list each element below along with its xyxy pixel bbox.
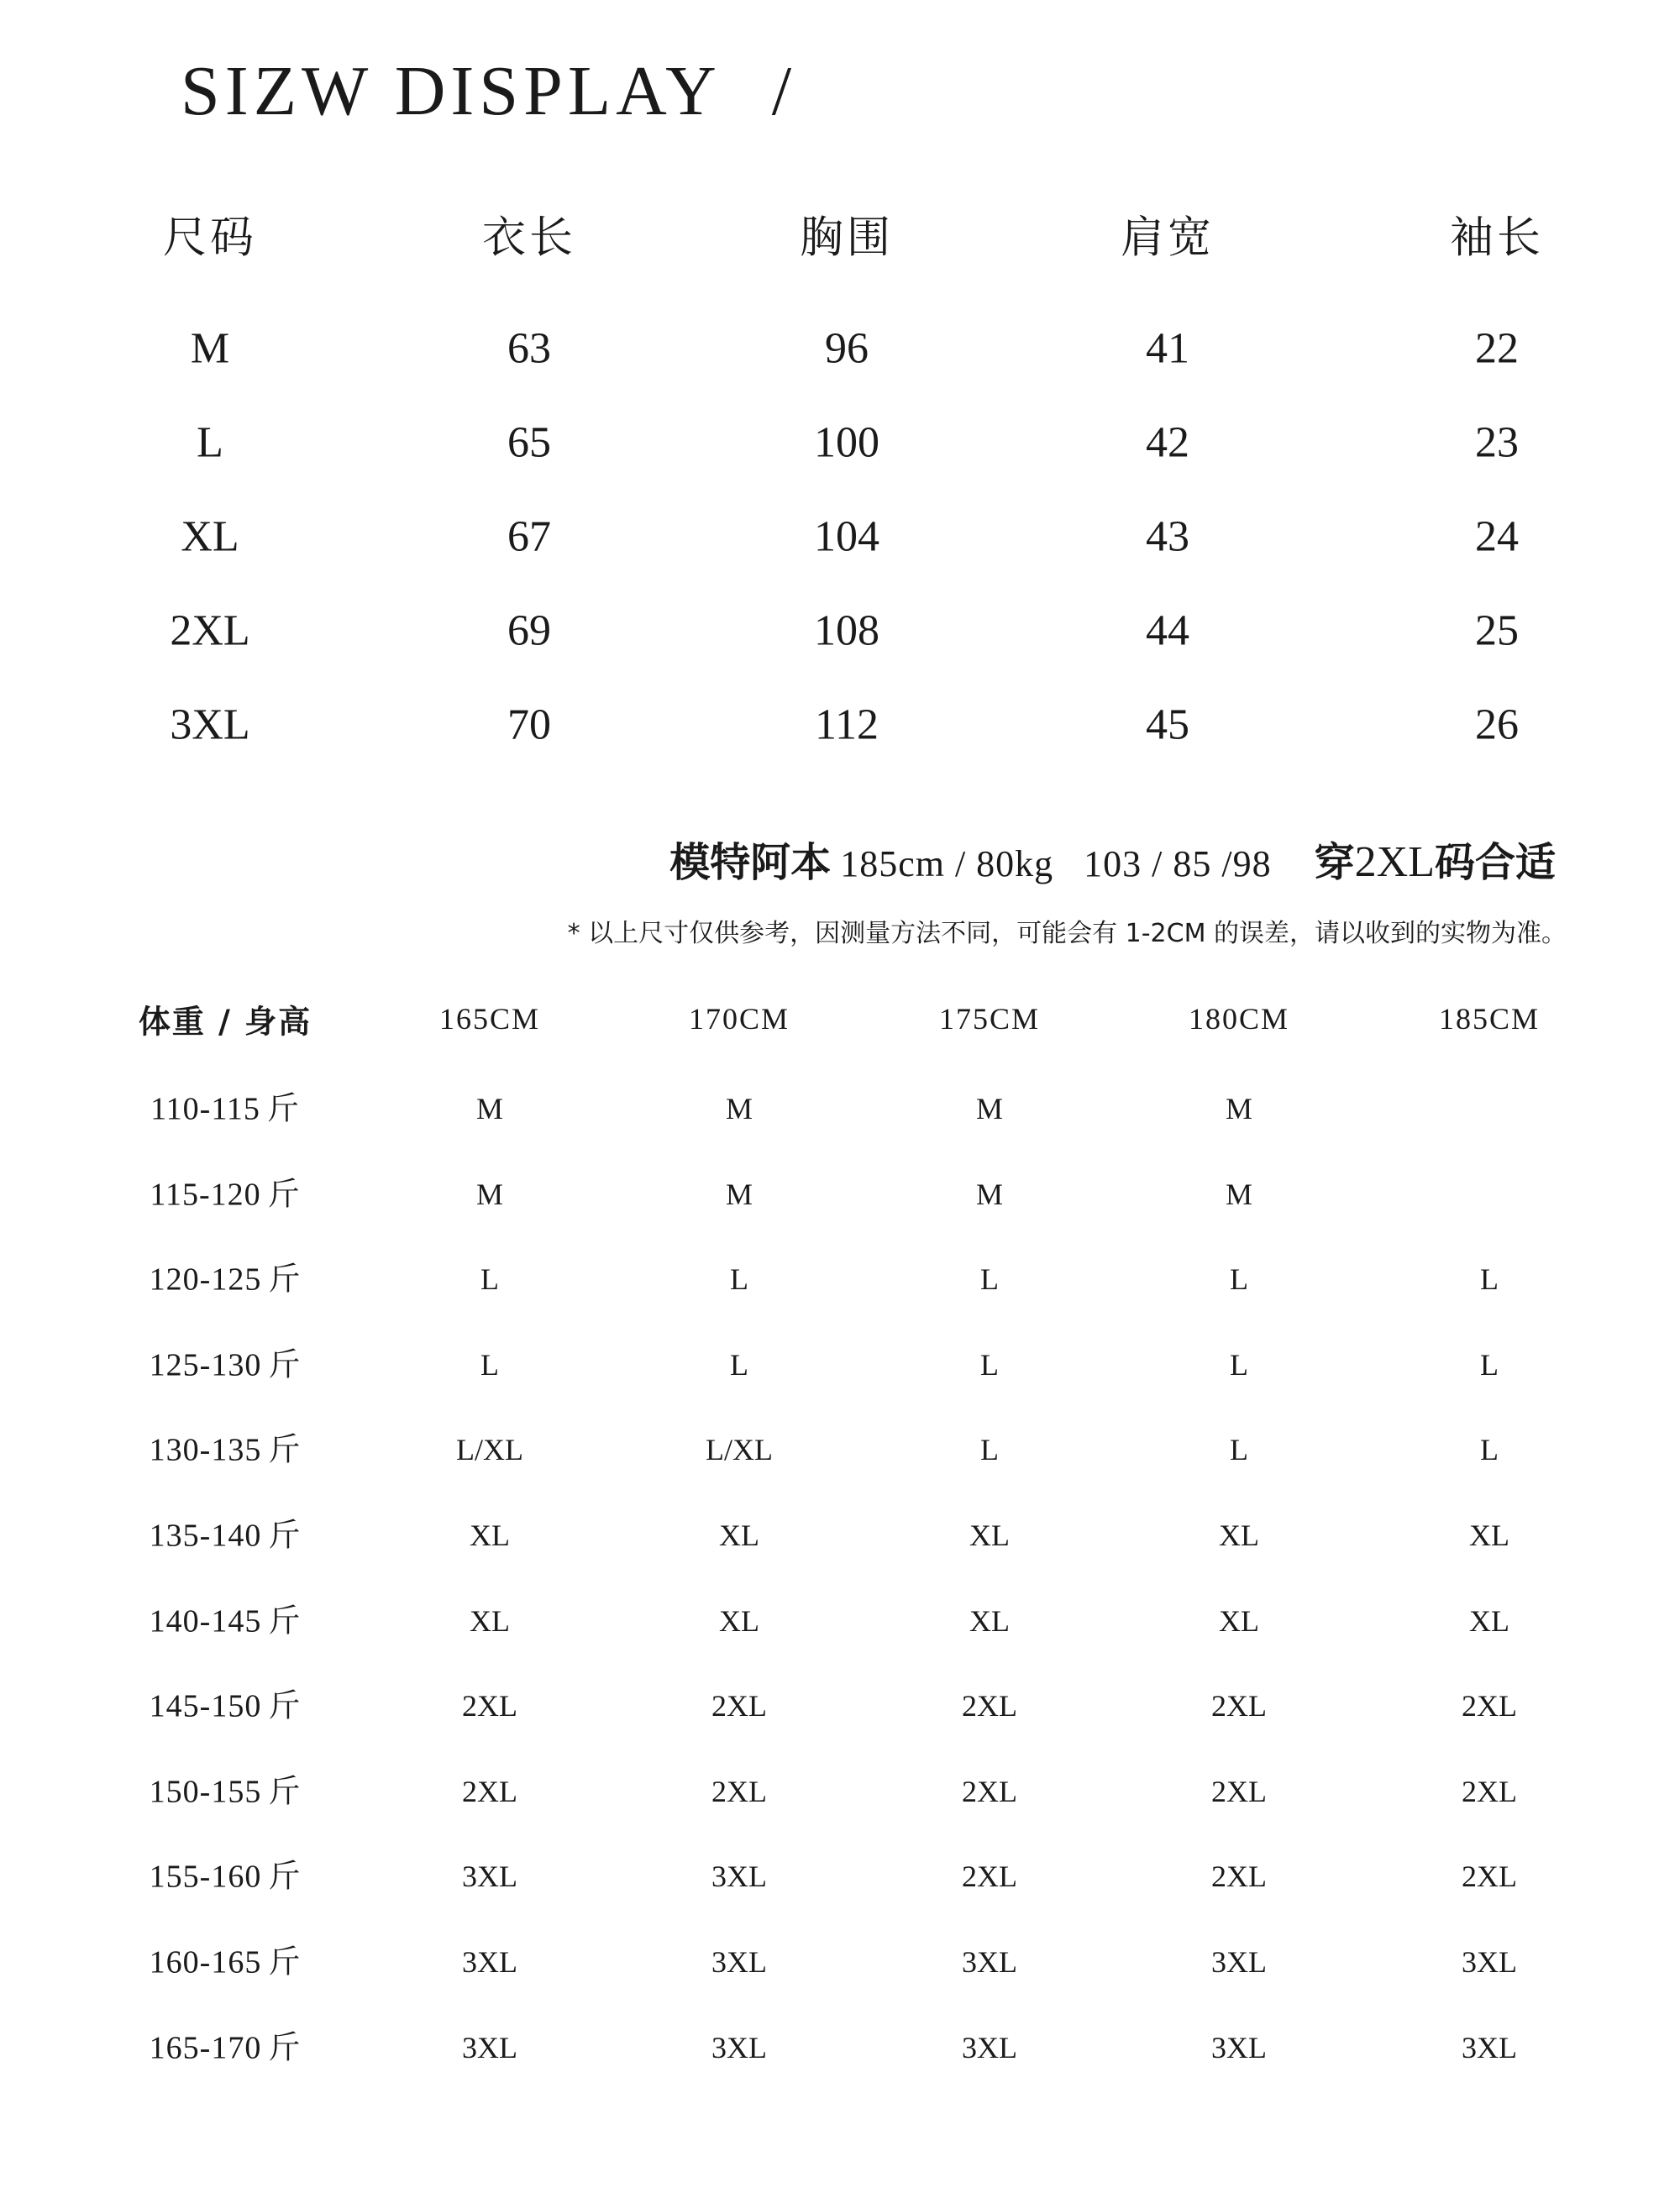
recommended-size: M (1225, 1177, 1253, 1211)
measurement-value: 100 (814, 418, 879, 467)
size-label: L (197, 418, 223, 467)
recommended-size: L/XL (456, 1433, 523, 1467)
recommended-size: XL (1469, 1519, 1509, 1552)
weight-range-label (150, 1594, 302, 1640)
recommended-size: 2XL (462, 1689, 517, 1723)
recommended-size: 2XL (462, 1774, 517, 1808)
recommended-size: L (1480, 1262, 1499, 1297)
weight-unit: 斤 (268, 1516, 302, 1554)
model-fit-suffix: 码合适 (1434, 839, 1556, 886)
recommended-size: 2XL (711, 1774, 767, 1808)
recommended-size: 2XL (1462, 1774, 1517, 1808)
weight-range: 150-155 (149, 1774, 262, 1810)
measurement-value: 43 (1146, 512, 1189, 561)
recommended-size: 3XL (711, 1945, 767, 1979)
measurement-value: 65 (507, 418, 551, 467)
recommended-size: M (725, 1177, 753, 1211)
recommended-size: L (980, 1347, 999, 1382)
measurement-value: 104 (814, 512, 879, 561)
weight-unit: 斤 (268, 1430, 302, 1468)
measurement-value: 70 (507, 700, 551, 749)
disclaimer-note: * 以上尺寸仅供参考，因测量方法不同，可能会有 1-2CM 的误差，请以收到的实物为准。 (567, 919, 1567, 948)
weight-range-label (150, 1936, 302, 1982)
measurement-value: 63 (507, 324, 551, 373)
recommended-size: 3XL (962, 2030, 1017, 2064)
weight-range: 160-165 (149, 1944, 262, 1980)
recommended-size: XL (969, 1519, 1010, 1552)
weight-range: 145-150 (149, 1688, 262, 1724)
weight-range: 115-120 (150, 1177, 261, 1213)
recommended-size: 3XL (462, 1860, 517, 1894)
measurement-value: 45 (1146, 700, 1189, 749)
measurement-value: 23 (1475, 418, 1519, 467)
size-label: 2XL (170, 606, 250, 655)
recommended-size: L/XL (706, 1433, 773, 1467)
model-name: 模特阿本 (669, 839, 832, 886)
weight-range: 155-160 (149, 1859, 262, 1895)
recommended-size: M (975, 1177, 1004, 1211)
size-label: 3XL (170, 700, 250, 749)
recommended-size: L (1230, 1433, 1248, 1467)
weight-range: 140-145 (149, 1603, 262, 1639)
weight-range: 120-125 (149, 1262, 262, 1298)
model-fit-size: 2XL (1354, 838, 1435, 886)
recommended-size: M (975, 1092, 1004, 1125)
recommended-size: 3XL (462, 1945, 517, 1979)
weight-range-label (150, 1424, 302, 1470)
height-header: 185CM (1438, 1002, 1541, 1036)
measurement-value: 108 (814, 606, 879, 655)
model-fit-prefix: 穿 (1314, 839, 1355, 886)
recommended-size: L (1480, 1347, 1499, 1382)
weight-range-label (150, 1167, 300, 1214)
measurement-value: 112 (814, 700, 879, 749)
recommended-size: 3XL (711, 2030, 767, 2064)
measurement-value: 44 (1146, 606, 1189, 655)
weight-unit: 斤 (268, 1687, 302, 1724)
recommended-size: L (1230, 1262, 1248, 1297)
weight-unit: 斤 (268, 1772, 302, 1810)
height-header: 165CM (438, 1002, 541, 1036)
measurement-value: 25 (1475, 606, 1519, 655)
weight-unit: 斤 (268, 1943, 302, 1980)
weight-range-label (150, 1850, 302, 1896)
recommended-size: 2XL (1462, 1860, 1517, 1894)
recommended-size: 2XL (962, 1774, 1017, 1808)
recommended-size: 3XL (1211, 2030, 1267, 2064)
measurement-value: 96 (825, 324, 869, 373)
weight-unit: 斤 (266, 1089, 300, 1127)
model-note (669, 830, 1556, 888)
weight-unit: 斤 (268, 2028, 302, 2066)
weight-range-label (150, 2021, 302, 2067)
column-header: 胸围 (799, 212, 895, 264)
corner-label: 体重 / 身高 (138, 1003, 312, 1041)
recommended-size: M (1225, 1092, 1253, 1125)
recommended-size: 2XL (962, 1860, 1017, 1894)
height-header: 180CM (1188, 1002, 1290, 1036)
recommended-size: XL (470, 1603, 510, 1638)
recommended-size: L (1480, 1433, 1499, 1467)
recommended-size: 2XL (711, 1689, 767, 1723)
recommended-size: XL (470, 1519, 510, 1552)
column-header: 衣长 (481, 212, 577, 264)
measurement-value: 41 (1146, 324, 1189, 373)
recommended-size: 3XL (1462, 1945, 1517, 1979)
size-label: M (190, 324, 230, 373)
height-header: 170CM (688, 1002, 790, 1036)
recommended-size: XL (719, 1603, 759, 1638)
column-header: 袖长 (1449, 212, 1545, 264)
recommended-size: M (725, 1092, 753, 1125)
recommended-size: XL (1219, 1519, 1259, 1552)
weight-range: 125-130 (149, 1347, 262, 1383)
weight-unit: 斤 (268, 1857, 302, 1895)
weight-range-label (150, 1083, 300, 1129)
recommended-size: 2XL (1211, 1774, 1267, 1808)
weight-range-label (150, 1253, 302, 1299)
model-stats: 185cm / 80kg 103 / 85 /98 (840, 843, 1272, 884)
recommended-size: L (980, 1433, 999, 1467)
recommended-size: XL (1219, 1603, 1259, 1638)
weight-range: 135-140 (149, 1518, 262, 1554)
weight-unit: 斤 (268, 1260, 302, 1298)
recommended-size: 2XL (962, 1689, 1017, 1723)
recommended-size: L (480, 1262, 499, 1297)
recommended-size: M (475, 1177, 504, 1211)
weight-unit: 斤 (267, 1175, 301, 1213)
recommended-size: XL (969, 1603, 1010, 1638)
column-header: 肩宽 (1120, 212, 1215, 264)
recommended-size: 3XL (711, 1860, 767, 1894)
recommended-size: XL (1469, 1603, 1509, 1638)
measurement-value: 26 (1475, 700, 1519, 749)
page-title (181, 50, 796, 132)
measurement-value: 69 (507, 606, 551, 655)
recommended-size: 3XL (1462, 2030, 1517, 2064)
weight-range-label (150, 1338, 302, 1384)
weight-unit: 斤 (268, 1602, 302, 1639)
measurement-value: 67 (507, 512, 551, 561)
recommended-size: 2XL (1211, 1860, 1267, 1894)
weight-range: 130-135 (149, 1432, 262, 1468)
recommended-size: L (730, 1262, 748, 1297)
size-label: XL (181, 512, 239, 561)
recommended-size: L (980, 1262, 999, 1297)
weight-unit: 斤 (268, 1346, 302, 1383)
measurement-value: 42 (1146, 418, 1189, 467)
weight-range-label (150, 1680, 302, 1726)
recommended-size: L (480, 1347, 499, 1382)
recommended-size: 3XL (1211, 1945, 1267, 1979)
weight-range-label (150, 1765, 302, 1811)
recommended-size: 3XL (462, 2030, 517, 2064)
height-header: 175CM (938, 1002, 1041, 1036)
recommended-size: 2XL (1211, 1689, 1267, 1723)
weight-range: 165-170 (149, 2030, 262, 2066)
column-header: 尺码 (162, 212, 258, 264)
measurement-value: 24 (1475, 512, 1519, 561)
model-fit (1315, 839, 1556, 886)
recommended-size: L (1230, 1347, 1248, 1382)
recommended-size: 3XL (962, 1945, 1017, 1979)
weight-range-label (150, 1509, 302, 1555)
recommended-size: M (475, 1092, 504, 1125)
recommended-size: 2XL (1462, 1689, 1517, 1723)
title-slash: / (771, 52, 797, 130)
recommended-size: XL (719, 1519, 759, 1552)
title-text: SIZW DISPLAY (181, 52, 722, 130)
recommended-size: L (730, 1347, 748, 1382)
weight-range: 110-115 (150, 1091, 260, 1127)
measurement-value: 22 (1475, 324, 1519, 373)
